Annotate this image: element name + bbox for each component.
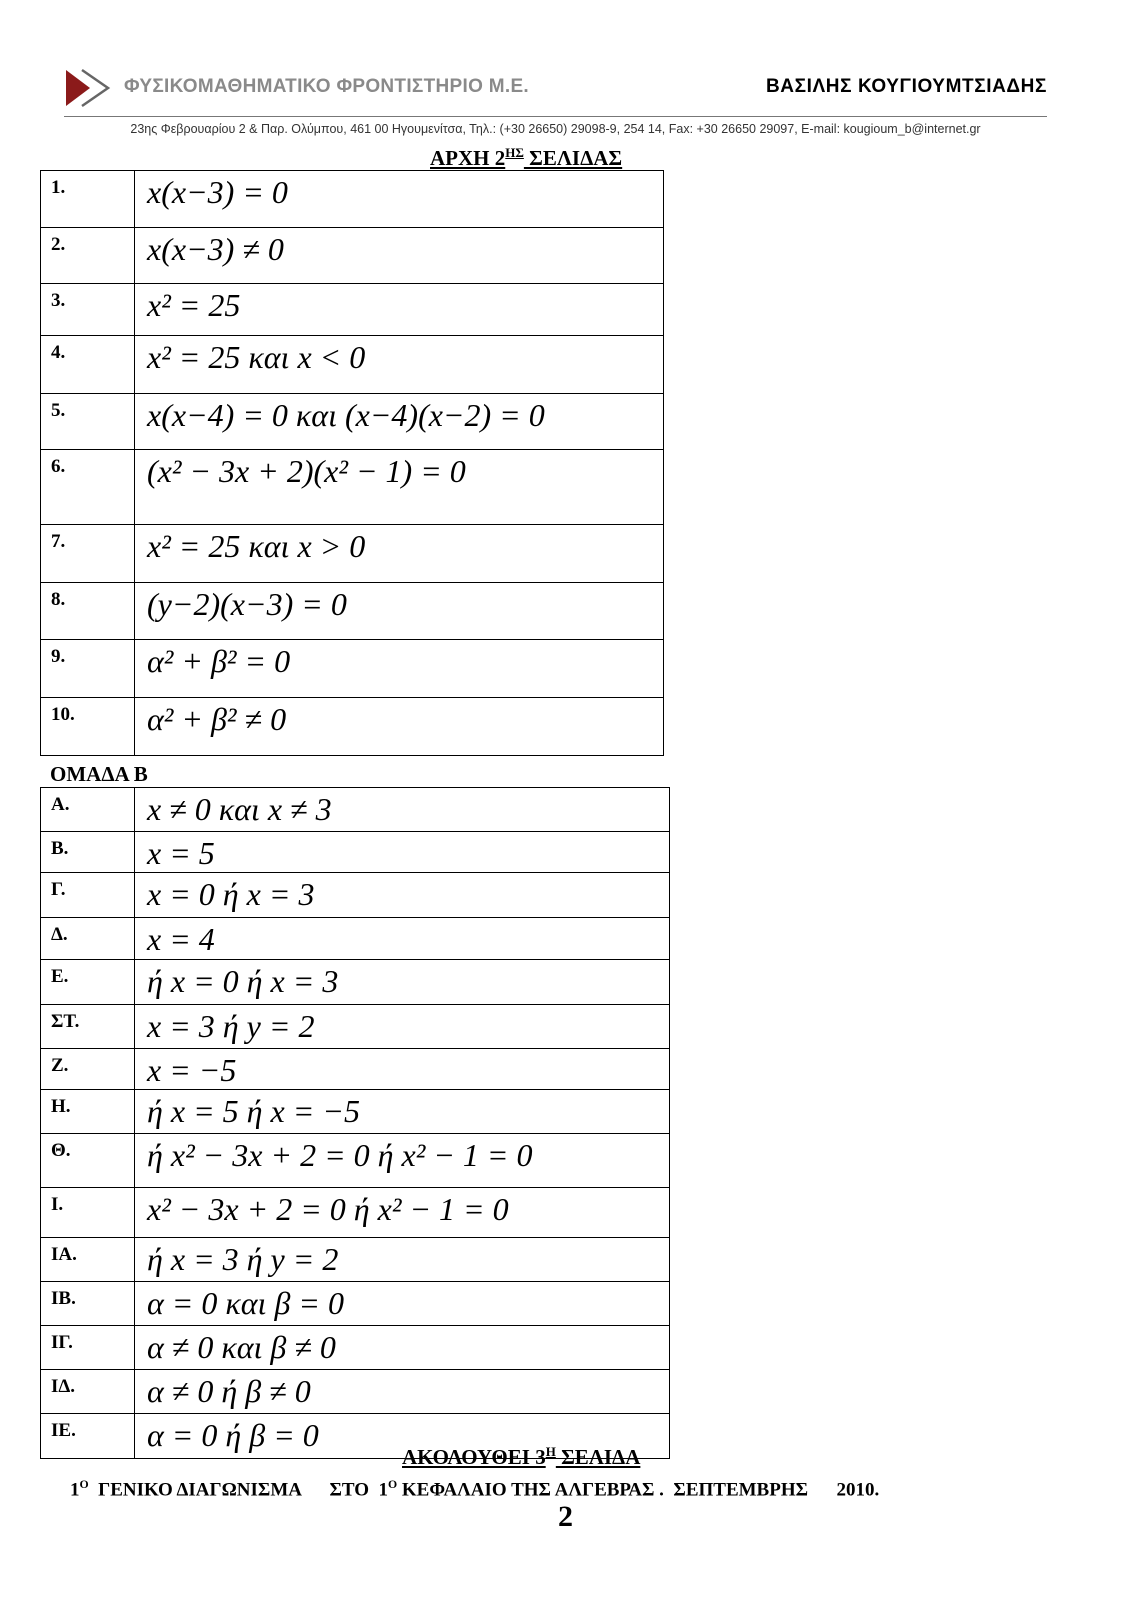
group-b-item-label: Ζ.: [41, 1048, 135, 1089]
footer-sup1: Ο: [79, 1478, 89, 1491]
exam-footer: [70, 1478, 879, 1501]
brand-name: ΦΥΣΙΚΟΜΑΘΗΜΑΤΙΚΟ ΦΡΟΝΤΙΣΤΗΡΙΟ Μ.Ε.: [124, 76, 529, 97]
group-b-item-expression: x = 3 ή y = 2: [135, 1004, 670, 1048]
group-a-item-label: 1.: [41, 171, 135, 228]
group-b-row: [41, 1370, 670, 1414]
group-b-item-expression: ή x = 3 ή y = 2: [135, 1238, 670, 1282]
group-a-row: [41, 640, 664, 698]
group-a-row: [41, 450, 664, 525]
group-b-row: [41, 1004, 670, 1048]
group-b-row: [41, 1090, 670, 1134]
group-b-row: [41, 873, 670, 918]
group-a-item-expression: x² = 25 και x < 0: [135, 336, 664, 394]
group-b-item-label: Β.: [41, 832, 135, 873]
group-a-item-expression: x(x−4) = 0 και (x−4)(x−2) = 0: [135, 394, 664, 450]
group-a-row: [41, 583, 664, 640]
next-page-text: ΑΚΟΛΟΥΘΕΙ 3: [402, 1445, 546, 1469]
group-b-row: [41, 1326, 670, 1370]
group-a-item-expression: (y−2)(x−3) = 0: [135, 583, 664, 640]
group-a-item-label: 7.: [41, 525, 135, 583]
group-b-row: [41, 1134, 670, 1188]
author-name: ΒΑΣΙΛΗΣ ΚΟΥΓΙΟΥΜΤΣΙΑΔΗΣ: [765, 76, 1047, 97]
page-start-heading: [0, 145, 1131, 171]
group-b-item-expression: x = 4: [135, 918, 670, 959]
group-a-row: [41, 171, 664, 228]
group-b-item-expression: x = 5: [135, 832, 670, 873]
group-b-item-label: Δ.: [41, 918, 135, 959]
group-b-row: [41, 1188, 670, 1238]
group-a-item-expression: x(x−3) ≠ 0: [135, 228, 664, 284]
group-b-item-label: ΙΔ.: [41, 1370, 135, 1414]
group-a-item-label: 6.: [41, 450, 135, 525]
group-a-row: [41, 284, 664, 336]
group-b-row: [41, 918, 670, 959]
group-b-row: [41, 1238, 670, 1282]
footer-part2: ΚΕΦΑΛΑΙΟ ΤΗΣ ΑΛΓΕΒΡΑΣ . ΣΕΠΤΕΜΒΡΗΣ 2010.: [397, 1479, 880, 1501]
group-a-item-expression: x² = 25 και x > 0: [135, 525, 664, 583]
group-a-item-label: 8.: [41, 583, 135, 640]
group-b-item-label: Θ.: [41, 1134, 135, 1188]
page-number: 2: [558, 1500, 573, 1533]
group-a-table: [40, 170, 664, 756]
group-a-item-label: 9.: [41, 640, 135, 698]
group-a-row: [41, 698, 664, 756]
group-b-item-expression: ή x = 5 ή x = −5: [135, 1090, 670, 1134]
group-b-row: [41, 959, 670, 1004]
group-a-item-expression: α² + β² = 0: [135, 640, 664, 698]
group-a-item-expression: (x² − 3x + 2)(x² − 1) = 0: [135, 450, 664, 525]
group-b-item-label: ΙΒ.: [41, 1282, 135, 1326]
group-b-item-expression: ή x = 0 ή x = 3: [135, 959, 670, 1004]
page-start-rest: ΣΕΛΙΔΑΣ: [523, 146, 623, 170]
group-b-item-label: Ε.: [41, 959, 135, 1004]
group-a-item-label: 5.: [41, 394, 135, 450]
group-b-item-expression: ή x² − 3x + 2 = 0 ή x² − 1 = 0: [135, 1134, 670, 1188]
group-b-item-expression: α ≠ 0 και β ≠ 0: [135, 1326, 670, 1370]
group-b-item-expression: x ≠ 0 και x ≠ 3: [135, 788, 670, 832]
group-b-item-label: Η.: [41, 1090, 135, 1134]
group-b-item-expression: x = −5: [135, 1048, 670, 1089]
group-b-item-label: ΙΕ.: [41, 1414, 135, 1459]
next-page-sup: Η: [545, 1444, 556, 1459]
footer-sup2: Ο: [387, 1478, 398, 1491]
group-b-row: [41, 1282, 670, 1326]
group-a-row: [41, 336, 664, 394]
group-b-item-label: Α.: [41, 788, 135, 832]
group-b-item-label: ΣΤ.: [41, 1004, 135, 1048]
group-a-row: [41, 228, 664, 284]
group-b-table: [40, 787, 670, 1459]
group-a-item-label: 4.: [41, 336, 135, 394]
footer-num: 1: [70, 1479, 80, 1501]
next-page-rest: ΣΕΛΙΔΑ: [555, 1445, 641, 1469]
group-b-row: [41, 1048, 670, 1089]
group-b-row: [41, 788, 670, 832]
group-b-item-label: Ι.: [41, 1188, 135, 1238]
group-b-item-expression: x = 0 ή x = 3: [135, 873, 670, 918]
group-b-item-expression: α ≠ 0 ή β ≠ 0: [135, 1370, 670, 1414]
group-b-item-expression: α = 0 ή β = 0: [135, 1414, 670, 1459]
group-b-row: [41, 832, 670, 873]
header-divider: [64, 116, 1047, 117]
group-a-row: [41, 525, 664, 583]
group-a-row: [41, 394, 664, 450]
group-b-item-label: ΙΓ.: [41, 1326, 135, 1370]
page-start-text: ΑΡΧΗ 2: [430, 146, 506, 170]
group-a-item-expression: x² = 25: [135, 284, 664, 336]
group-a-item-label: 3.: [41, 284, 135, 336]
page-start-sup: ΗΣ: [505, 145, 524, 160]
footer-part1: ΓΕΝΙΚΟ ΔΙΑΓΩΝΙΣΜΑ ΣΤΟ 1: [88, 1479, 388, 1501]
next-page-heading: [0, 1444, 1131, 1470]
group-a-item-expression: α² + β² ≠ 0: [135, 698, 664, 756]
group-b-item-label: Γ.: [41, 873, 135, 918]
group-a-item-expression: x(x−3) = 0: [135, 171, 664, 228]
brand-logo-icon: [64, 68, 112, 108]
contact-address: 23ης Φεβρουαρίου 2 & Παρ. Ολύμπου, 461 00 Ηγουμενίτσα, Τηλ.: (+30 26650) 29098-9, 254 14, Fax: +30 26650 29097, E-mail: kougioum_b@internet.gr: [130, 122, 981, 136]
group-b-item-expression: α = 0 και β = 0: [135, 1282, 670, 1326]
group-b-item-expression: x² − 3x + 2 = 0 ή x² − 1 = 0: [135, 1188, 670, 1238]
group-b-item-label: ΙΑ.: [41, 1238, 135, 1282]
group-a-item-label: 10.: [41, 698, 135, 756]
group-b-title: ΟΜΑΔΑ Β: [50, 762, 148, 786]
group-a-item-label: 2.: [41, 228, 135, 284]
